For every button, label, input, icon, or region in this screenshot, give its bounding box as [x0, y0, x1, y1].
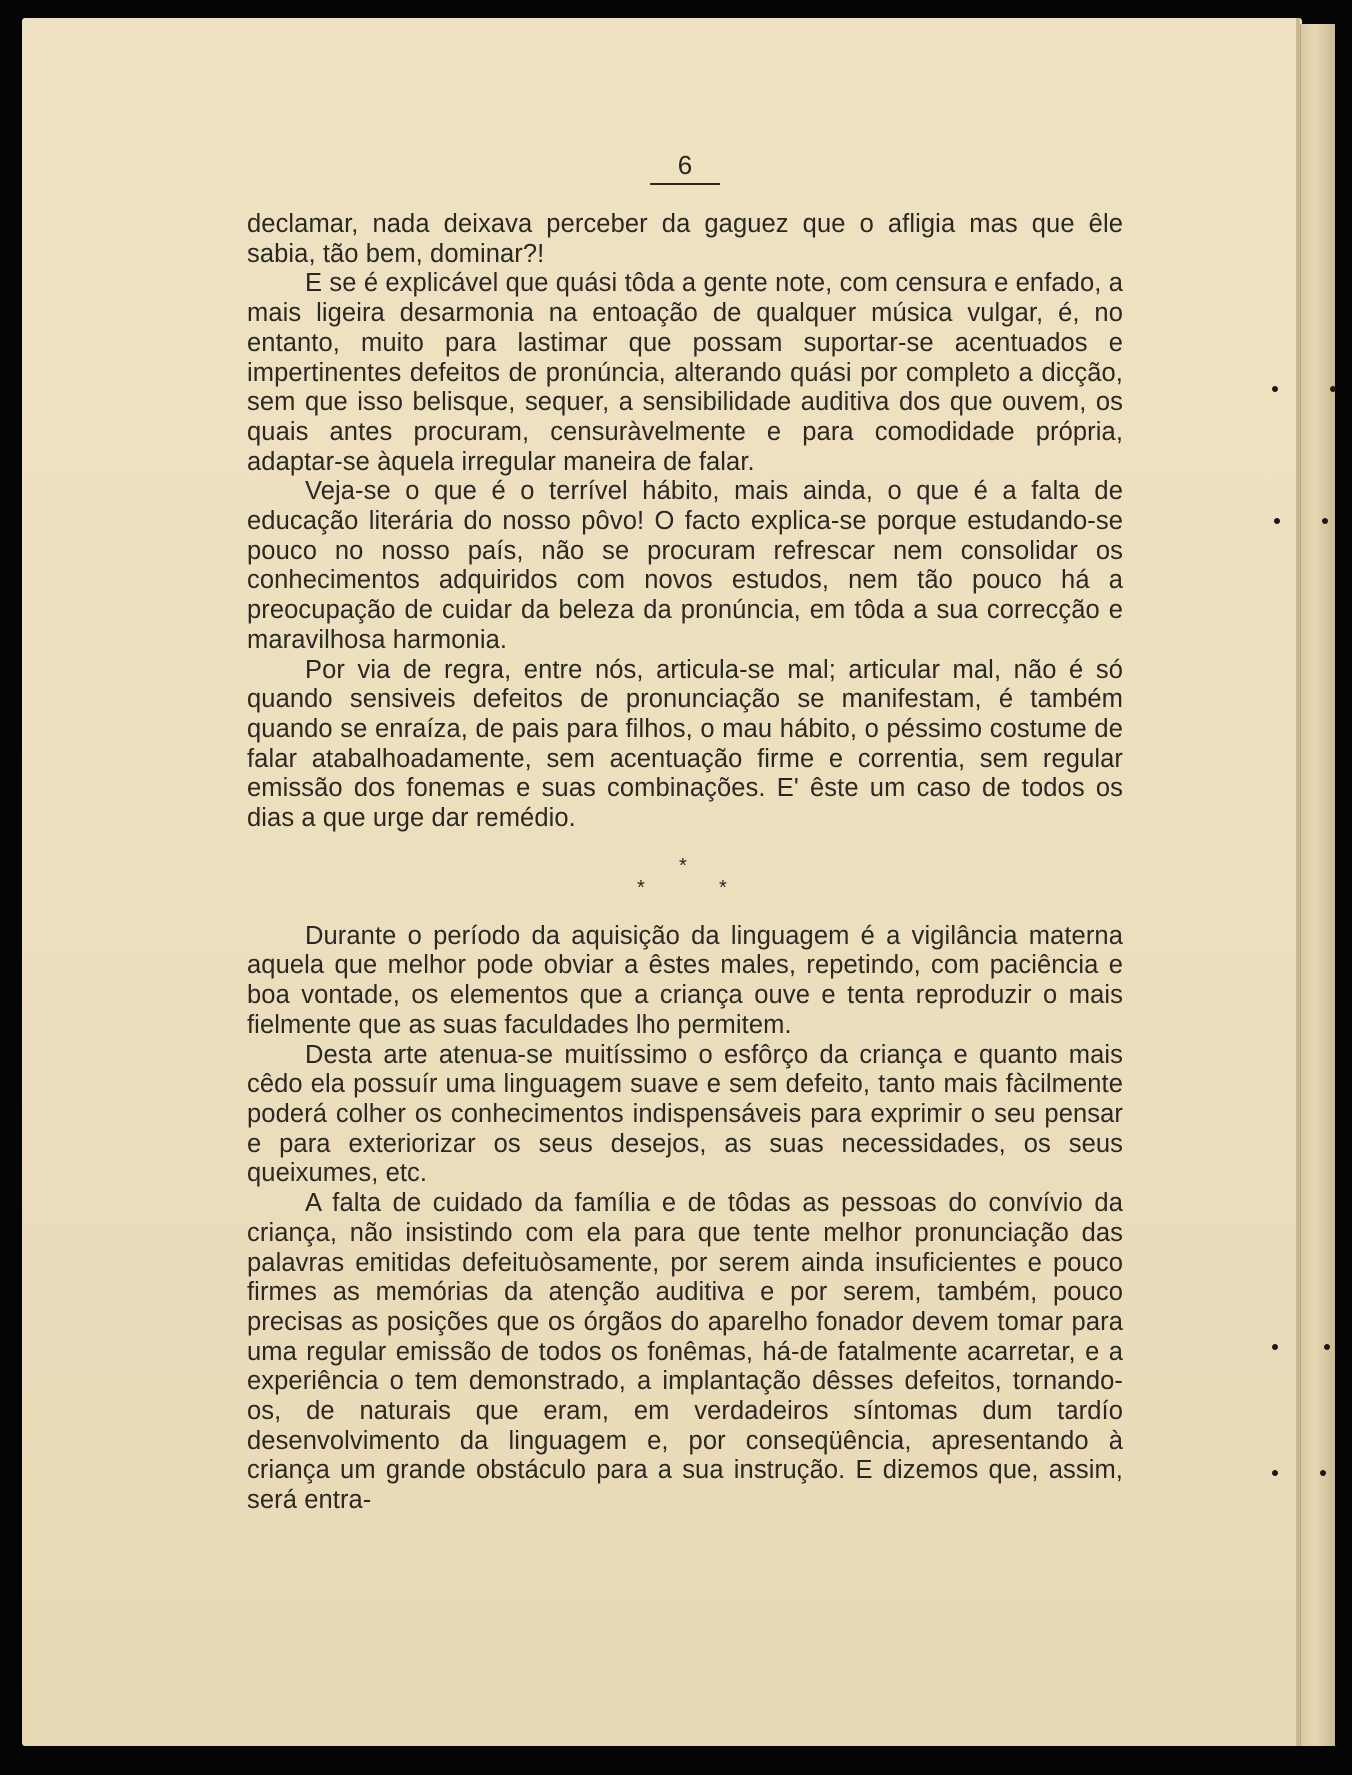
- margin-mark: [1322, 518, 1328, 524]
- margin-mark: [1274, 518, 1280, 524]
- margin-mark: [1330, 386, 1336, 392]
- paragraph: Desta arte atenua-se muitíssimo o esfôrço da criança e quanto mais cêdo ela possuír uma linguagem suave e sem defeito, tanto mais fàcilmente poderá colher os conhecimentos indispensáveis para exprimir o seu pensar e para exteriorizar os seus desejos, as suas necessidades, os seus queixumes, etc.: [247, 1040, 1123, 1188]
- paragraph: A falta de cuidado da família e de tôdas as pessoas do convívio da criança, não insistindo com ela para que tente melhor pronunciação das palavras emitidas defeituòsamente, por serem ainda insuficientes e pouco firmes as memórias da atenção auditiva e por serem, também, pouco precisas as posições que os órgãos do aparelho fonador devem tomar para uma regular emissão de todos os fonêmas, há-de fatalmente acarretar, e a experiência o tem demonstrado, a implantação dêsses defeitos, tornando-os, de naturais que eram, em verdadeiros síntomas dum tardío desenvolvimento da linguagem e, por conseqüência, apresentando à criança um grande obstáculo para a sua instrução. E dizemos que, assim, será entra-: [247, 1189, 1123, 1515]
- paragraph-continued: declamar, nada deixava perceber da gaguez que o afligia mas que êle sabia, tão bem, dominar?!: [247, 210, 1123, 268]
- next-page-edge: [1300, 24, 1335, 1746]
- margin-mark: [1324, 1344, 1330, 1350]
- body-text: [247, 210, 1123, 1516]
- section-separator: [247, 834, 1123, 922]
- asterisk: *: [637, 876, 645, 899]
- paragraph: E se é explicável que quási tôda a gente note, com censura e enfado, a mais ligeira desarmonia na entoação de qualquer música vulgar, é, no entanto, muito para lastimar que possam suportar-se acentuados e impertinentes defeitos de pronúncia, alterando quási por completo a dicção, sem que isso belisque, sequer, a sensibilidade auditiva dos que ouvem, os quais antes procuram, censuràvelmente e para comodidade própria, adaptar-se àquela irregular maneira de falar.: [247, 269, 1123, 476]
- paragraph: Por via de regra, entre nós, articula-se mal; articular mal, não é só quando sensiveis defeitos de pronunciação se manifestam, é também quando se enraíza, de pais para filhos, o mau hábito, o péssimo costume de falar atabalhoadamente, sem acentuação firme e correntia, sem regular emissão dos fonemas e suas combinações. E' êste um caso de todos os dias a que urge dar remédio.: [247, 655, 1123, 833]
- margin-mark: [1320, 1470, 1326, 1476]
- paragraph: Durante o período da aquisição da linguagem é a vigilância materna aquela que melhor pode obviar a êstes males, repetindo, com paciência e boa vontade, os elementos que a criança ouve e tenta reproduzir o mais fielmente que as suas faculdades lho permitem.: [247, 921, 1123, 1039]
- page-number: 6: [650, 150, 720, 185]
- paragraph: Veja-se o que é o terrível hábito, mais ainda, o que é a falta de educação literária do nosso pôvo! O facto explica-se porque estudando-se pouco no nosso país, não se procuram refrescar nem consolidar os conhecimentos adquiridos com novos estudos, nem tão pouco há a preocupação de cuidar da beleza da pronúncia, em tôda a sua correcção e maravilhosa harmonia.: [247, 477, 1123, 654]
- asterisk: *: [679, 854, 687, 877]
- margin-mark: [1272, 1470, 1278, 1476]
- asterisk: *: [719, 876, 727, 899]
- margin-mark: [1272, 386, 1278, 392]
- margin-mark: [1272, 1344, 1278, 1350]
